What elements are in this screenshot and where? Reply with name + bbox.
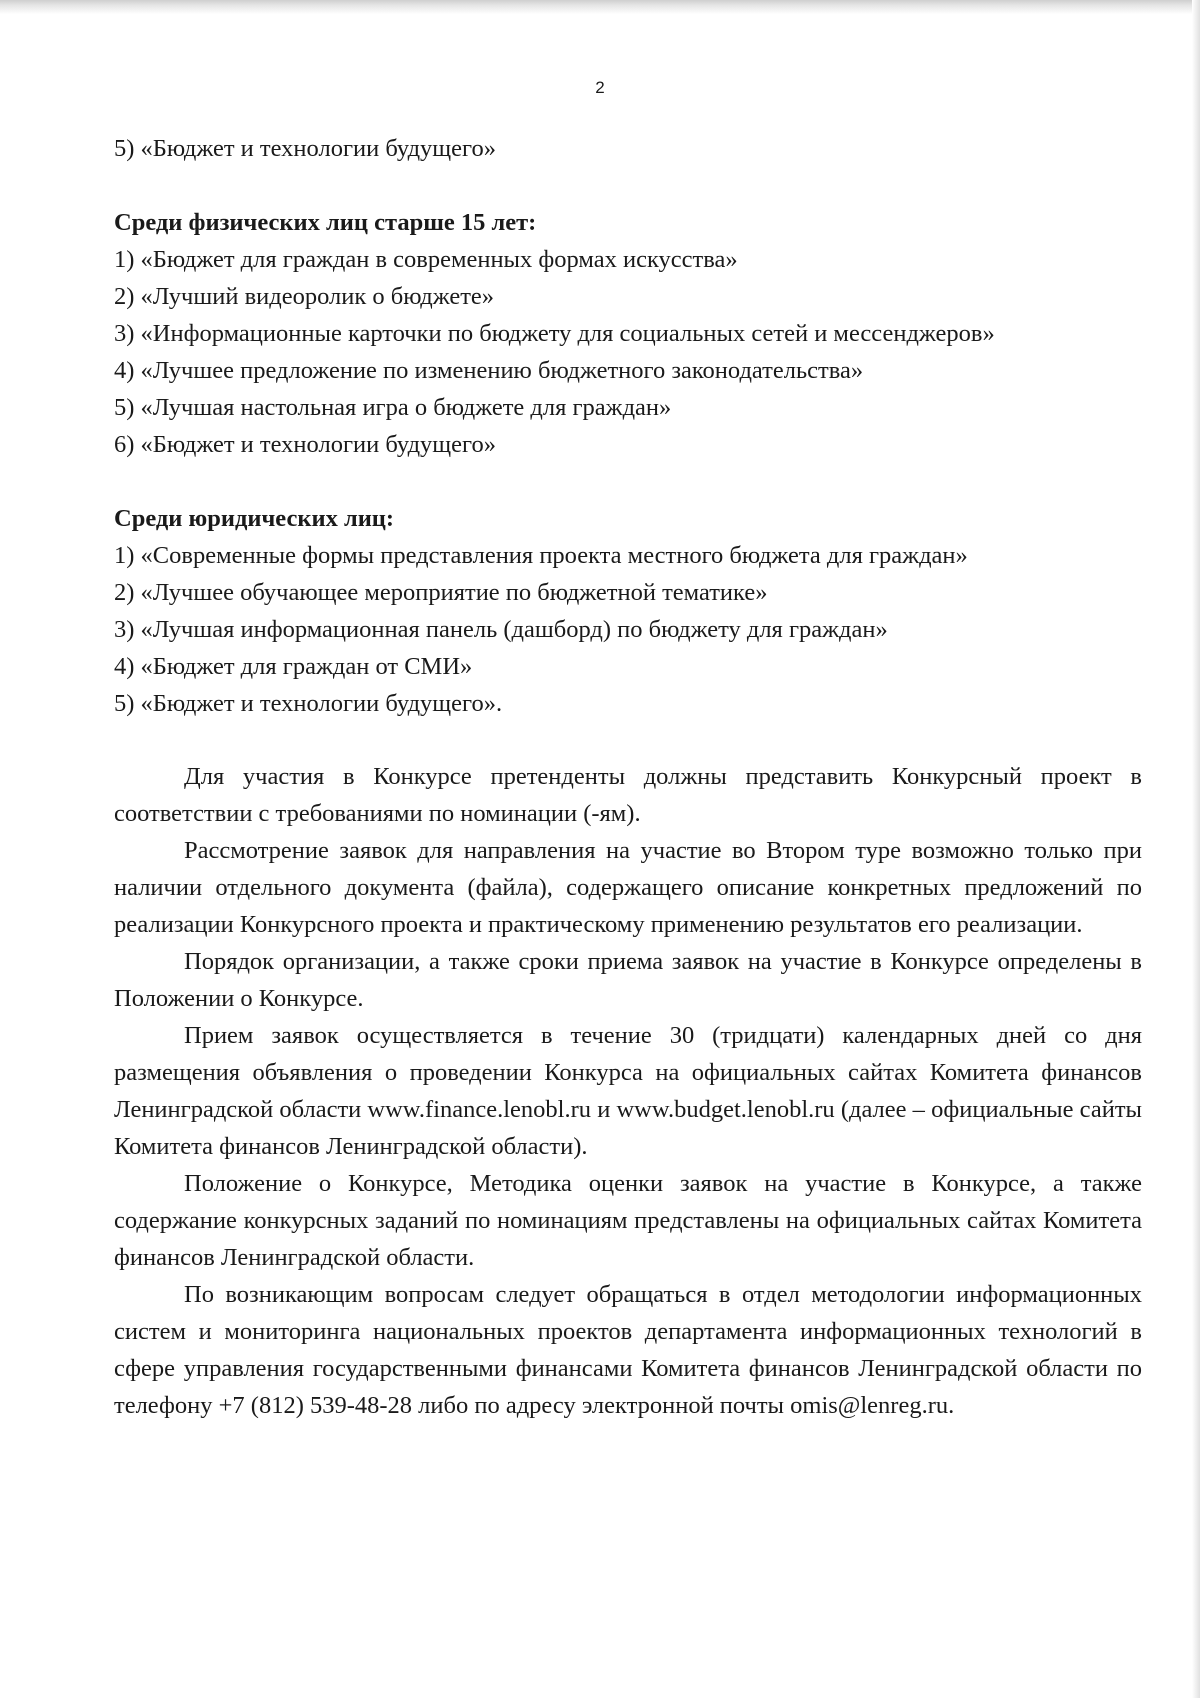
paragraph: Для участия в Конкурсе претенденты должны представить Конкурсный проект в соответствии с требованиями по номинации (-ям). xyxy=(114,763,1142,827)
list-item: 5) «Лучшая настольная игра о бюджете для граждан» xyxy=(114,394,672,421)
list-item: 3) «Лучшая информационная панель (дашборд) по бюджету для граждан» xyxy=(114,616,888,643)
list-item: 5) «Бюджет и технологии будущего» xyxy=(114,135,496,162)
list-item: 6) «Бюджет и технологии будущего» xyxy=(114,431,496,458)
list-item: 3) «Информационные карточки по бюджету для социальных сетей и мессенджеров» xyxy=(114,320,995,347)
list-item: 4) «Лучшее предложение по изменению бюджетного законодательства» xyxy=(114,357,864,384)
paragraphs xyxy=(114,758,1142,1424)
paragraph: Положение о Конкурсе, Методика оценки заявок на участие в Конкурсе, а также содержание конкурсных заданий по номинациям представлены на официальных сайтах Комитета финансов Ленинградской области. xyxy=(114,1170,1142,1271)
page-number: 2 xyxy=(595,78,605,97)
paragraph: Порядок организации, а также сроки приема заявок на участие в Конкурсе определены в Положении о Конкурсе. xyxy=(114,948,1142,1012)
section-heading-individuals: Среди физических лиц старше 15 лет: xyxy=(114,209,537,236)
scan-edge-shadow xyxy=(0,0,1200,14)
spacer xyxy=(114,463,1142,500)
list-item: 2) «Лучшее обучающее мероприятие по бюджетной тематике» xyxy=(114,579,768,606)
list-item: 1) «Современные формы представления проекта местного бюджета для граждан» xyxy=(114,542,968,569)
list-item: 1) «Бюджет для граждан в современных формах искусства» xyxy=(114,246,738,273)
list-item: 5) «Бюджет и технологии будущего». xyxy=(114,690,503,717)
paragraph: Прием заявок осуществляется в течение 30 (тридцати) календарных дней со дня размещения объявления о проведении Конкурса на официальных сайтах Комитета финансов Ленинградской области www.finance.lenobl.ru и www.budget.lenobl.ru (далее – официальные сайты Комитета финансов Ленинградской области). xyxy=(114,1022,1142,1160)
paragraph: По возникающим вопросам следует обращаться в отдел методологии информационных систем и мониторинга национальных проектов департамента информационных технологий в сфере управления государственными финансами Комитета финансов Ленинградской области по телефону +7 (812) 539-48-28 либо по адресу электронной почты omis@lenreg.ru. xyxy=(114,1281,1142,1419)
scan-edge-shadow-right xyxy=(1192,0,1200,1698)
paragraph: Рассмотрение заявок для направления на участие во Втором туре возможно только при наличии отдельного документа (файла), содержащего описание конкретных предложений по реализации Конкурсного проекта и практическому применению результатов его реализации. xyxy=(114,837,1142,938)
list-item: 2) «Лучший видеоролик о бюджете» xyxy=(114,283,495,310)
spacer xyxy=(114,167,1142,204)
document-body xyxy=(114,130,1142,1424)
list-item: 4) «Бюджет для граждан от СМИ» xyxy=(114,653,473,680)
section-heading-legal: Среди юридических лиц: xyxy=(114,505,395,532)
